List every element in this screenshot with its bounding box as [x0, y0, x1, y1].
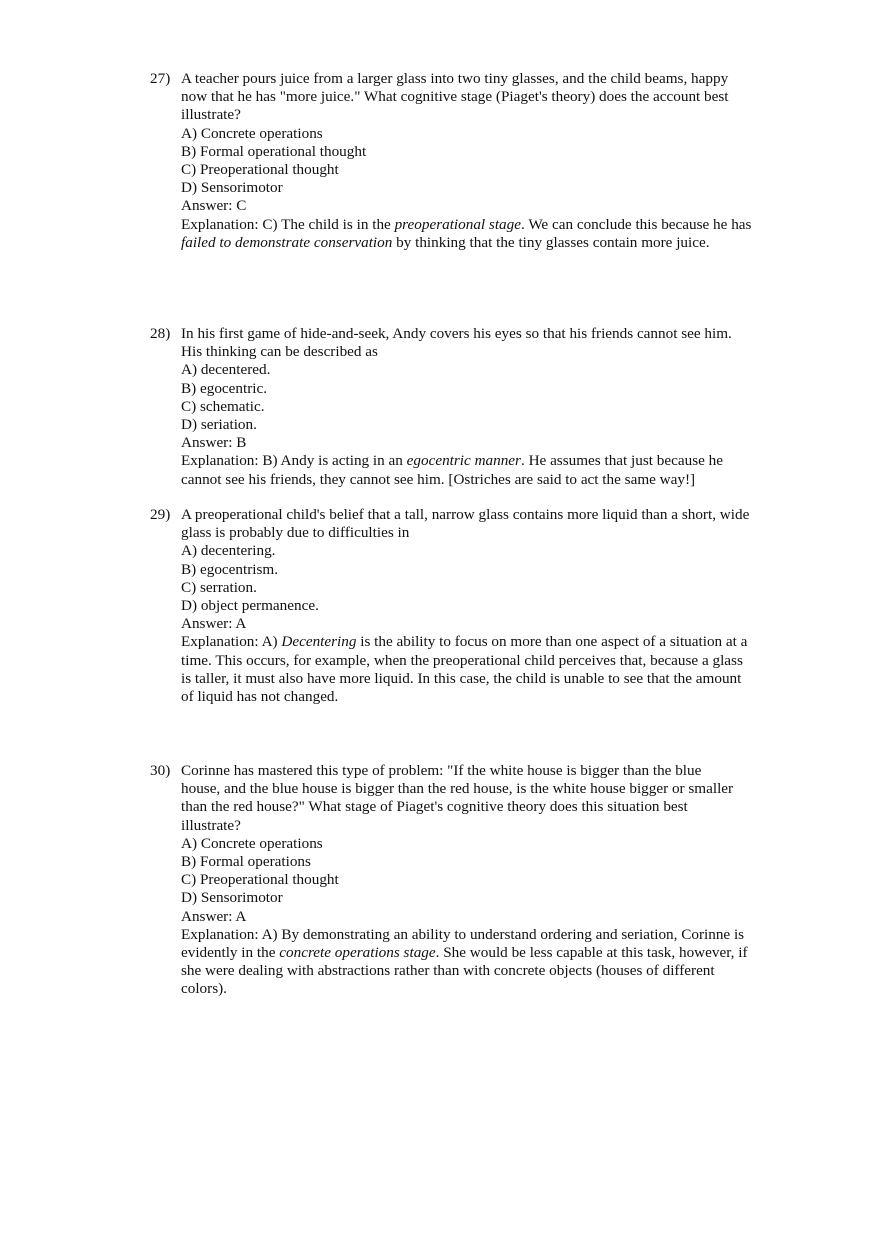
- explanation: Explanation: C) The child is in the preoperational stage. We can conclude this because he has failed to demonstrate conservation by thinking that the tiny glasses contain more juice.: [181, 215, 752, 251]
- answer: Answer: B: [181, 434, 247, 452]
- question-number: 30): [150, 762, 171, 779]
- option-b: B) egocentric.: [181, 379, 268, 397]
- option-d: D) object permanence.: [181, 597, 319, 615]
- option-b: B) Formal operational thought: [181, 142, 367, 160]
- question-number: 28): [150, 325, 171, 342]
- option-a: A) Concrete operations: [181, 834, 323, 852]
- explanation-emphasis: failed to demonstrate conservation: [181, 233, 393, 251]
- explanation: Explanation: A) By demonstrating an ability to understand ordering and seriation, Corinne is evidently in the concrete operations stage. She would be less capable at this task, however, if she were dealing with abstractions rather than with concrete objects (houses of different colors).: [181, 925, 748, 998]
- explanation: Explanation: A) Decentering is the ability to focus on more than one aspect of a situation at a time. This occurs, for example, when the preoperational child perceives that, because a glass is taller, it must also have more liquid. In this case, the child is unable to see that the amount of liquid has not changed.: [181, 633, 748, 706]
- option-a: A) decentered.: [181, 361, 271, 379]
- explanation: Explanation: B) Andy is acting in an egocentric manner. He assumes that just because he cannot see his friends, they cannot see him. [Ostriches are said to act the same way!]: [181, 452, 723, 488]
- option-b: B) egocentrism.: [181, 560, 279, 578]
- option-a: A) Concrete operations: [181, 124, 323, 142]
- question-28: [150, 325, 760, 489]
- question-27: [150, 70, 760, 252]
- option-d: D) Sensorimotor: [181, 179, 283, 197]
- answer: Answer: C: [181, 197, 247, 215]
- explanation-emphasis: preoperational stage: [394, 215, 521, 233]
- option-c: C) Preoperational thought: [181, 161, 339, 179]
- option-d: D) seriation.: [181, 416, 257, 434]
- option-a: A) decentering.: [181, 542, 276, 560]
- explanation-emphasis: concrete operations stage: [279, 944, 436, 962]
- answer: Answer: A: [181, 615, 247, 633]
- question-number: 29): [150, 506, 171, 523]
- explanation-emphasis: egocentric manner: [406, 452, 521, 470]
- answer: Answer: A: [181, 907, 247, 925]
- question-30: [150, 762, 760, 999]
- question-stem: Corinne has mastered this type of problem: "If the white house is bigger than the blue house, and the blue house is bigger than the red house, is the white house bigger or smaller than the red house?" What stage of Piaget's cognitive theory does this situation best illustrate?: [181, 762, 734, 834]
- question-stem: A teacher pours juice from a larger glass into two tiny glasses, and the child beams, happy now that he has "more juice." What cognitive stage (Piaget's theory) does the account best illustrate?: [181, 70, 729, 124]
- question-29: [150, 506, 760, 706]
- question-stem: A preoperational child's belief that a tall, narrow glass contains more liquid than a short, wide glass is probably due to difficulties in: [181, 506, 750, 542]
- option-c: C) schematic.: [181, 397, 265, 415]
- option-d: D) Sensorimotor: [181, 889, 283, 907]
- option-b: B) Formal operations: [181, 853, 311, 871]
- question-number: 27): [150, 70, 171, 87]
- option-c: C) Preoperational thought: [181, 871, 339, 889]
- question-stem: In his first game of hide-and-seek, Andy covers his eyes so that his friends cannot see him. His thinking can be described as: [181, 325, 732, 361]
- option-c: C) serration.: [181, 578, 257, 596]
- explanation-emphasis: Decentering: [281, 633, 357, 651]
